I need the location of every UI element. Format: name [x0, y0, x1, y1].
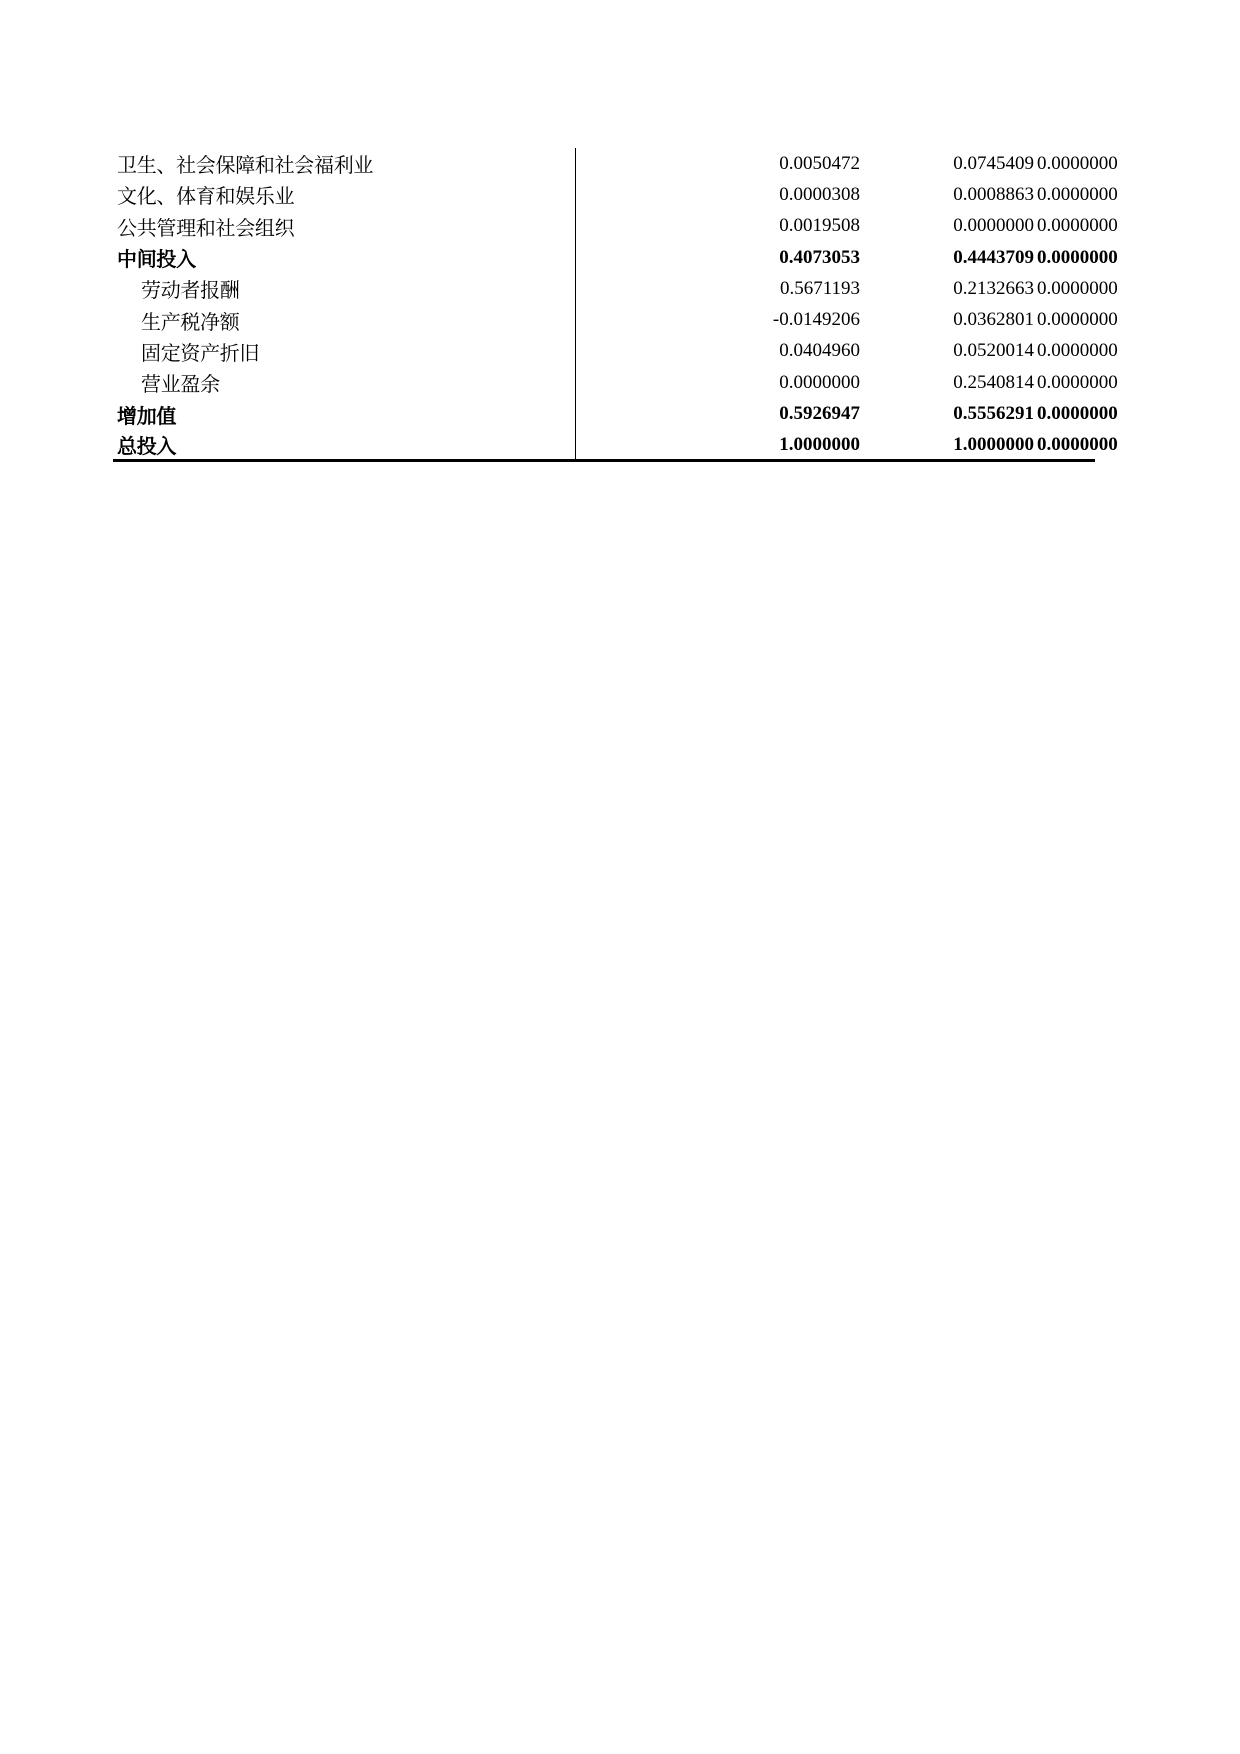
row-value-v1: 0.5926947 — [779, 403, 860, 425]
row-label: 劳动者报酬 — [113, 273, 575, 304]
row-label: 总投入 — [113, 430, 575, 461]
row-value-v3: 0.0000000 — [1037, 340, 1118, 362]
row-value-v2: 0.0745409 — [953, 152, 1034, 174]
table-row — [113, 304, 1095, 335]
row-value-v1: 0.0050472 — [779, 152, 860, 174]
row-value-v2: 1.0000000 — [863, 430, 1037, 461]
row-value-v2: 0.0362801 — [953, 309, 1034, 331]
row-value-v3: 0.0000000 — [1037, 215, 1118, 237]
row-label: 营业盈余 — [113, 367, 575, 398]
row-label: 文化、体育和娱乐业 — [113, 179, 575, 210]
row-value-v2: 0.2540814 — [953, 371, 1034, 393]
coefficient-table-container — [113, 148, 1118, 462]
row-label: 中间投入 — [113, 242, 575, 273]
row-value-v1: 0.0000000 — [779, 371, 860, 393]
table-row — [113, 148, 1095, 179]
row-value-v2: 0.0520014 — [953, 340, 1034, 362]
row-label: 生产税净额 — [113, 304, 575, 335]
row-value-v2: 0.0000000 — [953, 215, 1034, 237]
row-value-v2: 0.2132663 — [953, 277, 1034, 299]
row-value-v2: 0.5556291 — [953, 403, 1034, 425]
row-value-v3: 0.0000000 — [1037, 309, 1118, 331]
row-value-v1: 0.4073053 — [779, 246, 860, 268]
row-value-v1: 0.0000308 — [779, 183, 860, 205]
row-value-v1: -0.0149206 — [772, 309, 860, 331]
row-label: 卫生、社会保障和社会福利业 — [113, 148, 575, 179]
row-value-v3: 0.0000000 — [1037, 277, 1118, 299]
row-value-v3: 0.0000000 — [1037, 430, 1095, 461]
table-row — [113, 211, 1095, 242]
row-label: 固定资产折旧 — [113, 336, 575, 367]
table-row — [113, 242, 1095, 273]
coefficient-table — [113, 148, 1118, 462]
row-value-v1: 0.0404960 — [779, 340, 860, 362]
row-value-v1: 0.5671193 — [779, 277, 860, 299]
row-value-v1: 0.0019508 — [779, 215, 860, 237]
row-value-v2: 0.0008863 — [953, 183, 1034, 205]
table-body — [113, 148, 1118, 461]
row-value-v3: 0.0000000 — [1037, 246, 1118, 268]
table-row — [113, 398, 1095, 429]
table-row — [113, 179, 1095, 210]
row-value-v3: 0.0000000 — [1037, 371, 1118, 393]
table-row — [113, 273, 1095, 304]
row-label: 公共管理和社会组织 — [113, 211, 575, 242]
row-value-v1: 1.0000000 — [575, 430, 863, 461]
row-value-v3: 0.0000000 — [1037, 152, 1118, 174]
table-row — [113, 430, 1095, 461]
row-value-v3: 0.0000000 — [1037, 403, 1118, 425]
table-row — [113, 336, 1095, 367]
row-value-v3: 0.0000000 — [1037, 183, 1118, 205]
table-row — [113, 367, 1095, 398]
row-label: 增加值 — [113, 398, 575, 429]
row-value-v2: 0.4443709 — [953, 246, 1034, 268]
